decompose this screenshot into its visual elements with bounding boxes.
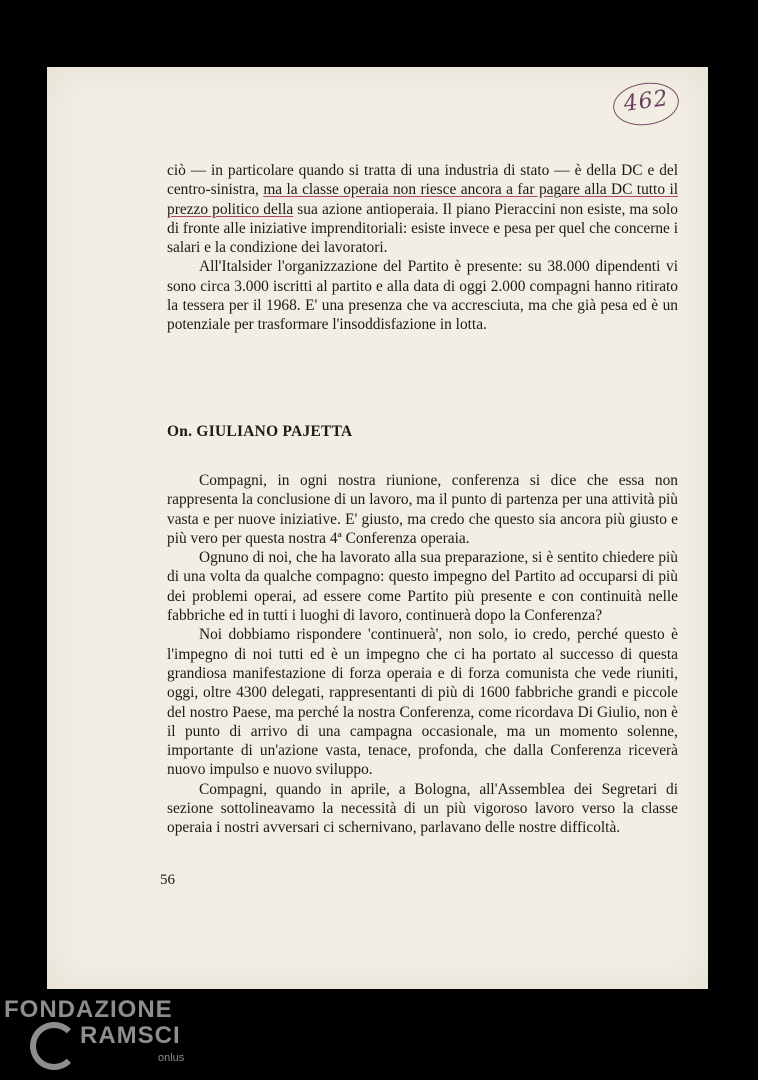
page-number: 56 (160, 872, 175, 888)
logo-g-icon (30, 1022, 78, 1070)
document-page (47, 67, 708, 989)
fondazione-gramsci-logo: FONDAZIONE RAMSCI onlus (4, 996, 194, 1076)
handwritten-page-number: 462 (610, 79, 681, 130)
paragraph: Ognuno di noi, che ha lavorato alla sua preparazione, si è sentito chiedere più di una volta da qualche compagno: questo impegno del Partito ad occuparsi di più dei problemi operai, ad essere come Partito più presente e con continuità nelle fabbriche ed in tutti i luoghi di lavoro, continuerà dopo la Conferenza? (167, 549, 678, 625)
text-block-speech (167, 471, 678, 838)
paragraph: All'Italsider l'organizzazione del Partito è presente: su 38.000 dipendenti vi sono circa 3.000 iscritti al partito e alla data di oggi 2.000 compagni hanno ritirato la tessera per il 1968. E' una presenza che va accresciuta, ma che già pesa ed è un potenziale per trasformare l'insoddisfazione in lotta. (167, 258, 678, 334)
underlined-passage: ma la classe operaia non riesce ancora a far pagare alla DC tutto il prezzo politico della (167, 181, 678, 218)
paragraph: Compagni, in ogni nostra riunione, conferenza si dice che essa non rappresenta la conclusione di un lavoro, ma il punto di partenza per una attività più vasta e per nuove iniziative. E' giusto, ma credo che questo sia ancora più giusto e più vero per questa nostra 4ª Conferenza operaia. (167, 472, 678, 547)
speaker-heading: On. GIULIANO PAJETTA (167, 423, 353, 440)
text-block-top (167, 161, 678, 335)
paragraph: Compagni, quando in aprile, a Bologna, all'Assemblea dei Segretari di sezione sottolineavamo la necessità di un più vigoroso lavoro verso la classe operaia i nostri avversari ci schernivano, parlavano delle nostre difficoltà. (167, 780, 678, 837)
paragraph: ciò — in particolare quando si tratta di una industria di stato — è della DC e del centro-sinistra, ma la classe operaia non riesce ancora a far pagare alla DC tutto il prezzo politico della sua azione antioperaia. Il piano Pieraccini non esiste, ma solo di fronte alle iniziative imprenditoriali: esiste invece e pesa per quel che concerne i salari e la condizione dei lavoratori. (167, 162, 678, 257)
paragraph: Noi dobbiamo rispondere 'continuerà', non solo, io credo, perché questo è l'impegno di noi tutti ed è un impegno che ci ha portato al successo di questa grandiosa manifestazione di forza operaia e di forza comunista che vede riuniti, oggi, oltre 4300 delegati, rappresentanti di più di 1600 fabbriche grandi e piccole del nostro Paese, ma perché la nostra Conferenza, come ricordava Di Giulio, non è il punto di arrivo di una campagna occasionale, ma un momento solenne, importante di un'azione vasta, tenace, profonda, che dalla Conferenza riceverà nuovo impulso e nuovo sviluppo. (167, 626, 678, 779)
